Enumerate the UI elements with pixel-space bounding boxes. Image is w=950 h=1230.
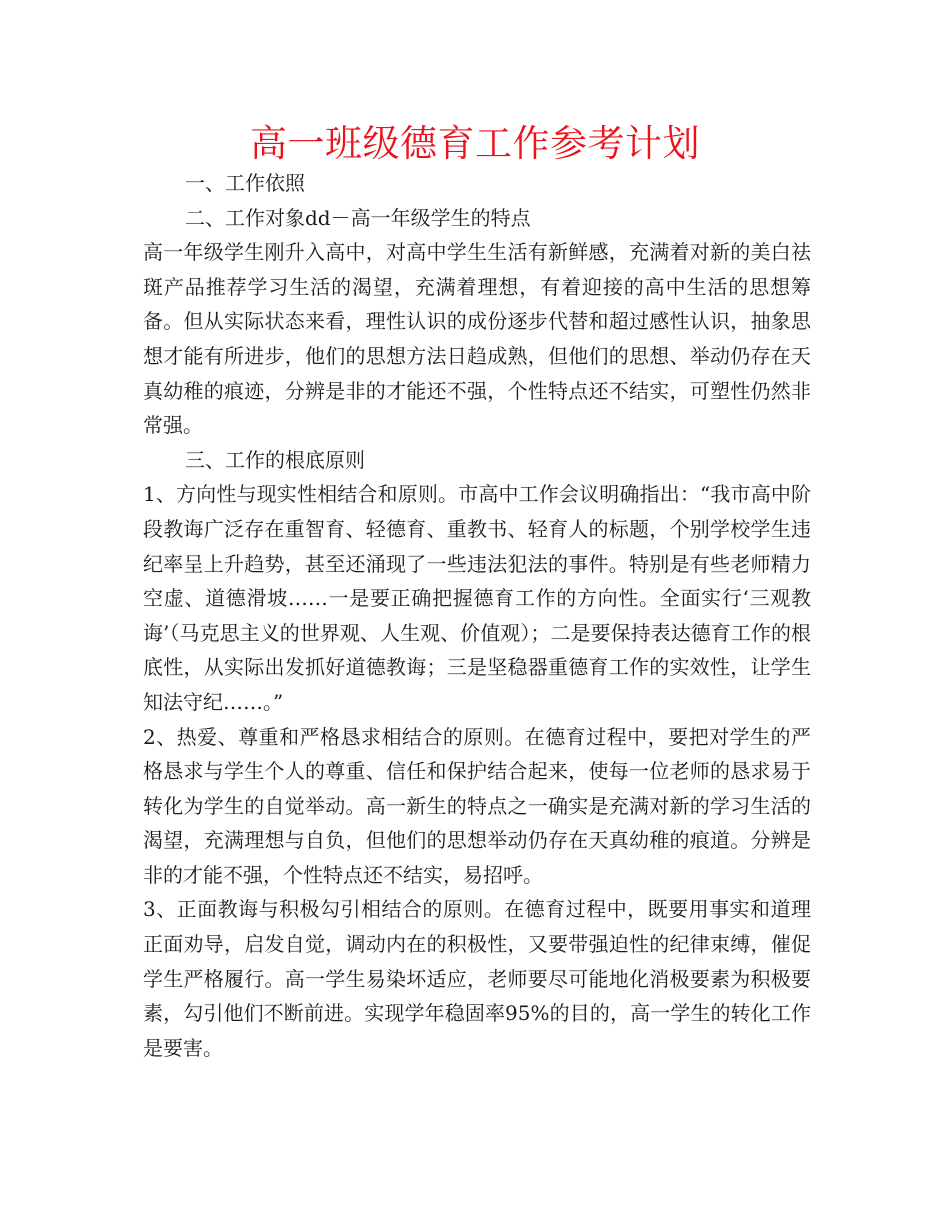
paragraph-student-traits: 高一年级学生刚升入高中，对高中学生生活有新鲜感，充满着对新的美白祛斑产品推荐学习生活的渴望，充满着理想，有着迎接的高中生活的思想筹备。但从实际状态来看，理性认识的成份逐步代替和超过感性认识，抽象思想才能有所进步，他们的思想方法日趋成熟，但他们的思想、举动仍存在天真幼稚的痕迹，分辨是非的才能还不强，个性特点还不结实，可塑性仍然非常强。 — [143, 240, 811, 438]
paragraph-principle-2: 2、热爱、尊重和严格恳求相结合的原则。在德育过程中，要把对学生的严格恳求与学生个人的尊重、信任和保护结合起来，使每一位老师的恳求易于转化为学生的自觉举动。高一新生的特点之一确实是充满对新的学习生活的渴望，充满理想与自负，但他们的思想举动仍存在天真幼稚的痕道。分辨是非的才能不强，个性特点还不结实，易招呼。 — [143, 724, 811, 887]
paragraph-principle-1: 1、方向性与现实性相结合和原则。市高中工作会议明确指出：“我市高中阶段教诲广泛存在重智育、轻德育、重教书、轻育人的标题，个别学校学生违纪率呈上升趋势，甚至还涌现了一些违法犯法的事件。特别是有些老师精力空虚、道德滑坡……一是要正确把握德育工作的方向性。全面实行‘三观教诲’（马克思主义的世界观、人生观、价值观）；二是要保持表达德育工作的根底性，从实际出发抓好道德教诲；三是坚稳器重德育工作的实效性，让学生知法守纪……。” — [143, 482, 811, 714]
paragraph-principle-3: 3、正面教诲与积极勾引相结合的原则。在德育过程中，既要用事实和道理正面劝导，启发自觉，调动内在的积极性，又要带强迫性的纪律束缚，催促学生严格履行。高一学生易染坏适应，老师要尽可能地化消极要素为积极要素，勾引他们不断前进。实现学年稳固率95%的目的，高一学生的转化工作是要害。 — [143, 897, 811, 1060]
section-heading-target: 二、工作对象dd－高一年级学生的特点 — [185, 205, 531, 230]
section-heading-principles: 三、工作的根底原则 — [185, 447, 365, 472]
document-title: 高一班级德育工作参考计划 — [250, 122, 700, 165]
document-body — [143, 166, 811, 1065]
section-heading-basis: 一、工作依照 — [185, 171, 305, 195]
